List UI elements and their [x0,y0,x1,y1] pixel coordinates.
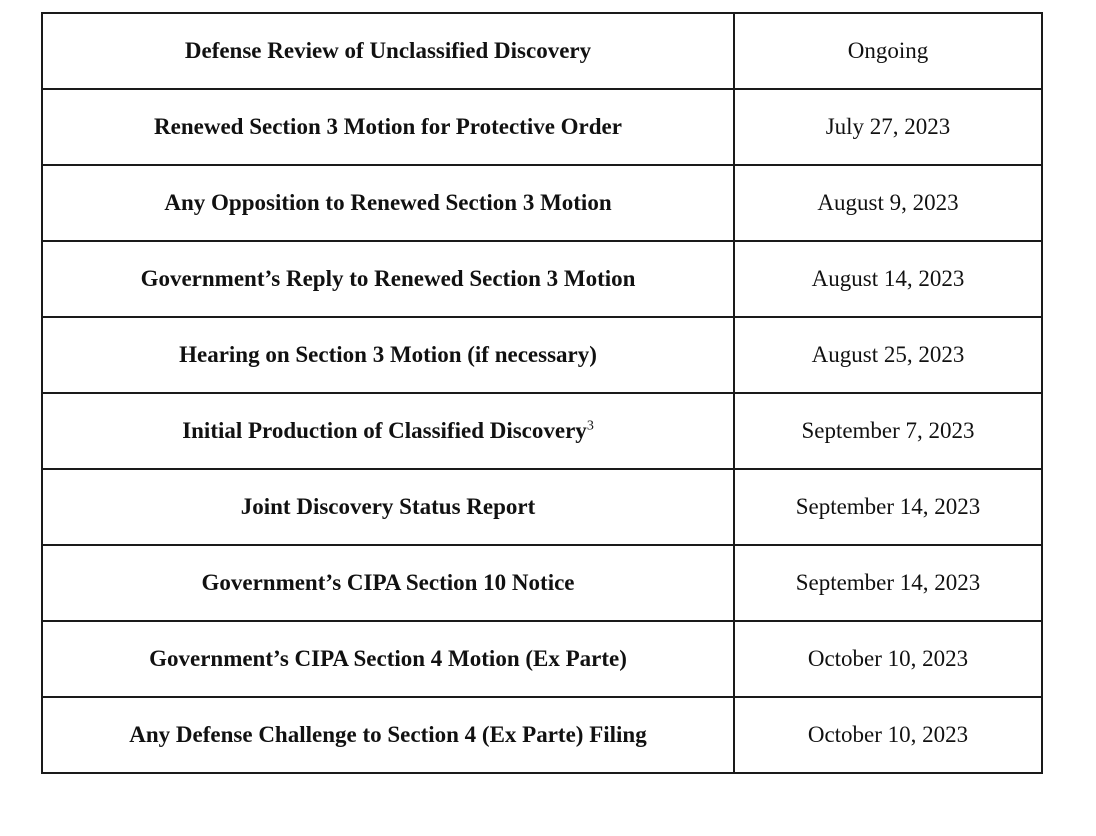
event-cell: Government’s CIPA Section 10 Notice [42,545,734,621]
table-row [42,469,1042,545]
table-row [42,545,1042,621]
date-cell: August 25, 2023 [734,317,1042,393]
event-cell: Any Opposition to Renewed Section 3 Motion [42,165,734,241]
event-cell: Government’s CIPA Section 4 Motion (Ex Parte) [42,621,734,697]
table-row [42,13,1042,89]
table-row [42,241,1042,317]
date-cell: August 9, 2023 [734,165,1042,241]
date-cell: July 27, 2023 [734,89,1042,165]
table-row [42,621,1042,697]
footnote-marker: 3 [586,418,594,434]
schedule-table [41,12,1043,774]
table-row [42,697,1042,773]
event-cell: Hearing on Section 3 Motion (if necessary) [42,317,734,393]
event-cell: Joint Discovery Status Report [42,469,734,545]
date-cell: August 14, 2023 [734,241,1042,317]
table-row [42,89,1042,165]
table-row [42,165,1042,241]
date-cell: October 10, 2023 [734,621,1042,697]
event-cell: Any Defense Challenge to Section 4 (Ex Parte) Filing [42,697,734,773]
event-text: Initial Production of Classified Discovery [182,418,587,444]
table-row [42,393,1042,469]
event-cell: Government’s Reply to Renewed Section 3 Motion [42,241,734,317]
event-cell: Defense Review of Unclassified Discovery [42,13,734,89]
event-cell [42,393,734,469]
event-cell: Renewed Section 3 Motion for Protective Order [42,89,734,165]
table-row [42,317,1042,393]
date-cell: September 14, 2023 [734,469,1042,545]
date-cell: Ongoing [734,13,1042,89]
date-cell: October 10, 2023 [734,697,1042,773]
date-cell: September 14, 2023 [734,545,1042,621]
date-cell: September 7, 2023 [734,393,1042,469]
